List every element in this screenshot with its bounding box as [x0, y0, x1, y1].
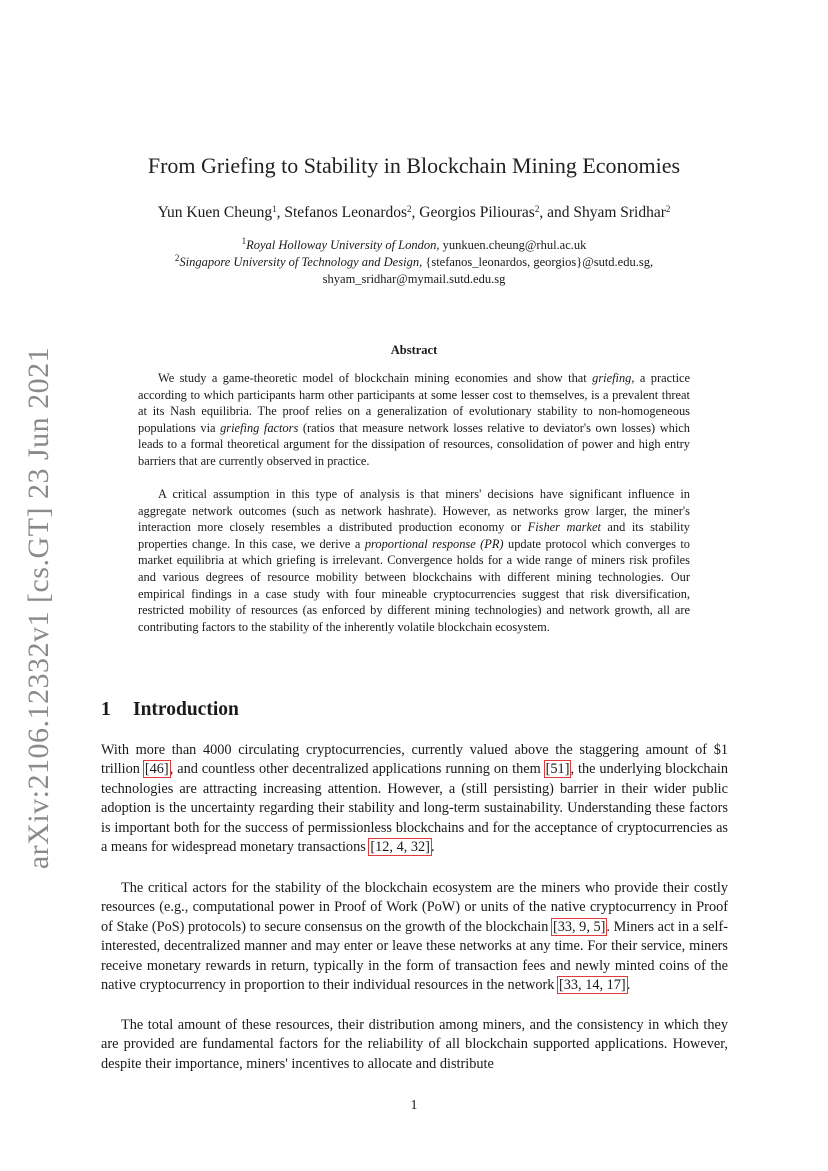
paper-title: From Griefing to Stability in Blockchain Mining Economies [147, 153, 681, 178]
institution-name: Royal Holloway University of London, [246, 238, 440, 252]
abstract-heading: Abstract [390, 343, 438, 357]
citation-link[interactable]: [46] [144, 761, 169, 778]
intro-paragraph-2: The critical actors for the stability of the blockchain ecosystem are the miners who provide their costly resources (e.g., computational power in Proof of Work (PoW) or units of the native cryptocurrency in Proof of Stake (PoS) protocols) to secure consensus on the growth of the blockchain [33, 9, 5]. Miners act in a self-interested, decentralized manner and may enter or leave these networks at any time. For their service, miners receive monetary rewards in return, typically in the form of transaction fees and newly minted coins of the native cryptocurrency in proportion to their individual resources in the network [33, 14, 17]. [101, 880, 728, 994]
author-name: , Stefanos Leonardos [276, 204, 408, 221]
abstract-paragraph-2: A critical assumption in this type of analysis is that miners' decisions have significant influence in aggregate network outcomes (such as network hashrate). However, as networks grow larger, the miner's interaction more closely resembles a distributed production economy or Fisher market and its stability properties change. In this case, we derive a proportional response (PR) update protocol which converges to market equilibria at which griefing is irrelevant. Convergence holds for a wide range of miners risk profiles and various degrees of resource mobility between blockchains with different mining technologies. Our empirical findings in a case study with four mineable cryptocurrencies suggest that risk diversification, restricted mobility of resources (as enforced by different mining technologies) and network growth, all are contributing factors to the stability of the inherently volatile blockchain ecosystem. [138, 487, 691, 634]
author-affiliation-mark: 1 [272, 204, 277, 214]
author-affiliation-mark: 2 [665, 204, 671, 214]
author-name: Yun Kuen Cheung [157, 204, 273, 221]
author-affiliation-mark: 2 [407, 204, 412, 214]
page-number: 1 [410, 1098, 418, 1113]
author-name: , and Shyam Sridhar [539, 204, 666, 221]
institution-name: Singapore University of Technology and Design, [179, 255, 423, 269]
section-number: 1 [101, 699, 111, 720]
author-name: , Georgios Piliouras [411, 204, 535, 221]
affiliation-2-email-cont: shyam_sridhar@mymail.sutd.edu.sg [322, 272, 506, 286]
citation-link[interactable]: [33, 14, 17] [558, 977, 626, 994]
author-list [100, 204, 728, 222]
citation-link[interactable]: [33, 9, 5] [552, 918, 606, 935]
arxiv-stamp [17, 346, 61, 870]
author-affiliation-mark: 2 [534, 204, 540, 214]
abstract-paragraph-1: We study a game-theoretic model of blockchain mining economies and show that griefing, a practice according to which participants harm other participants at some lesser cost to themselves, is a prevalent threat at its Nash equilibria. The proof relies on a generalization of evolutionary stability to non-homogeneous populations via griefing factors (ratios that measure network losses relative to deviator's own losses) which leads to a formal theoretical argument for the dissipation of resources, consolidation of power and high entry barriers that are currently observed in practice. [138, 371, 691, 468]
citation-link[interactable]: [51] [545, 761, 570, 778]
arxiv-stamp-text: arXiv:2106.12332v1 [cs.GT] 23 Jun 2021 [22, 346, 55, 870]
author-email: yunkuen.cheung@rhul.ac.uk [439, 238, 587, 252]
citation-link[interactable]: [12, 4, 32] [370, 839, 430, 856]
section-heading [101, 699, 239, 721]
author-email: {stefanos_leonardos, georgios}@sutd.edu.sg, [422, 255, 654, 269]
intro-paragraph-3: The total amount of these resources, their distribution among miners, and the consistency in which they are provided are fundamental factors for the reliability of all blockchain supported applications. However, despite their importance, miners' incentives to allocate and distribute [101, 1017, 728, 1072]
section-title: Introduction [133, 699, 239, 720]
intro-paragraph-1: With more than 4000 circulating cryptocurrencies, currently valued above the staggering amount of $1 trillion [46], and countless other decentralized applications running on them [51], the underlying blockchain technologies are attracting increasing attention. However, a (still persisting) barrier in their wider public adoption is the uncertainty regarding their stability and long-term sustainability. Understanding these factors is important both for the success of permissionless blockchains and for the acceptance of cryptocurrencies as a means for widespread monetary transactions [12, 4, 32]. [101, 742, 729, 856]
affiliation-2: $^2$Singapore University of Technology and Design, {stefanos_leonardos, georgios}@sutd.edu.sg, [174, 253, 654, 269]
affiliation-1: $^1$Royal Holloway University of London, yunkuen.cheung@rhul.ac.uk [241, 236, 587, 252]
